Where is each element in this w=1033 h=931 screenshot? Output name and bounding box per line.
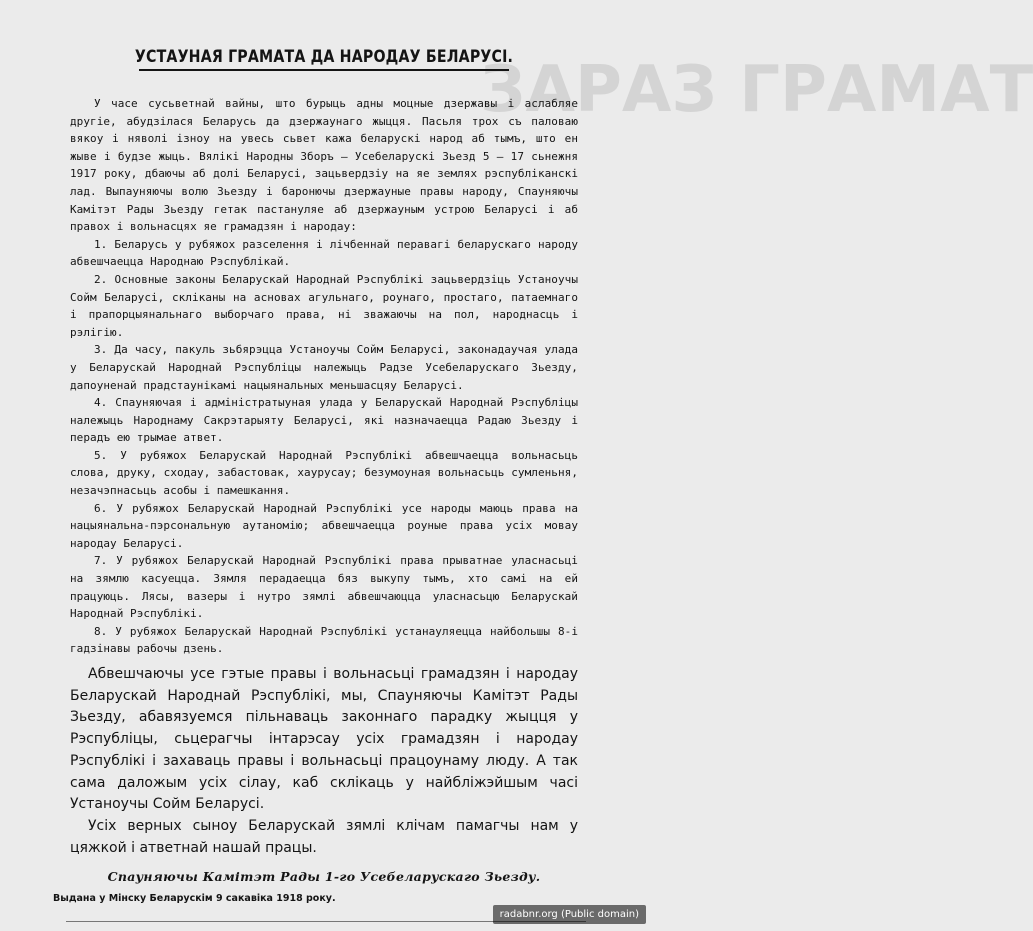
charter-body bbox=[70, 95, 578, 658]
bleed-through-title: ЗАРАЗ ГРАМАТ bbox=[480, 53, 1033, 127]
charter-point-5: 5. У рубяжох Беларускай Народнай Рэспублікі абвешчаецца вольнасьць слова, друку, сходау, забастовак, хаурусау; безумоуная вольнасьць сумленьня, незачэпнасьць асобы і памешкання. bbox=[70, 448, 578, 498]
preamble-paragraph: У часе сусьветнай вайны, што бурыць адны моцные дзержавы і аслабляе другіе, абудзілася Беларусь да дзержаунаго жыцця. Пасьля трох съ паловаю вякоу і няволі ізноу на увесь сьвет кажа беларускі народ аб тымъ, што ен жыве і будзе жыць. Вялікі Народны Зборъ — Усебеларускі Зьезд 5 — 17 сьнежня 1917 року, дбаючы аб долі Беларусі, зацьвердзіу на яе землях рэспубліканскі лад. Выпауняючы волю Зьезду і баронючы дзержауные правы народу, Спауняючы Камітэт Рады Зьезду гетак пастануляе аб дзержауным устрою Беларусі і аб правох і вольнасцях яе грамадзян і народау: bbox=[70, 97, 578, 234]
charter-point-8: 8. У рубяжох Беларускай Народнай Рэспублікі устанауляецца найбольшы 8-і гадзінавы рабочы дзень. bbox=[70, 624, 578, 656]
document-title: УСТАУНАЯ ГРАМАТА ДА НАРОДАУ БЕЛАРУСІ. bbox=[134, 47, 514, 66]
closing-paragraph-1: Абвешчаючы усе гэтые правы і вольнасьці грамадзян і народау Беларускай Народнай Рэспублікі, мы, Спауняючы Камітэт Рады Зьезду, абавязуемся пільнаваць законнаго парадку жыцця у Рэспубліцы, сьцерагчы інтарэсау усіх грамадзян і народау Рэспублікі і захаваць правы і вольнасьці працоунаму люду. А так сама даложым усіх сілау, каб склікаць у найбліжэйшым часі Устаноучы Сойм Беларусі. bbox=[70, 666, 578, 813]
image-credit: radabnr.org (Public domain) bbox=[493, 905, 646, 924]
charter-point-1: 1. Беларусь у рубяжох разселення і лічбеннай перавагі беларускаго народу абвешчаецца Народнаю Рэспублікай. bbox=[70, 237, 578, 269]
charter-point-2: 2. Основные законы Беларускай Народнай Рэспублікі зацьвердзіць Устаноучы Сойм Беларусі, скліканы на асновах агульнаго, роунаго, простаго, патаемнаго і прапорцыянальнаго выборчаго права, ні зважаючы на пол, народнасць і рэлігію. bbox=[70, 272, 578, 339]
charter-point-7: 7. У рубяжох Беларускай Народнай Рэспублікі права прыватнае уласнасьці на зямлю касуецца. Зямля перадаецца бяз выкупу тымъ, хто самі на ей працуюць. Лясы, вазеры і нутро зямлі абвешчаюцца уласнасьцю Беларускай Народнай Рэспублікі. bbox=[70, 554, 578, 621]
signature-line: Спауняючы Камітэт Рады 1-го Усебеларускаго Зьезду. bbox=[107, 869, 541, 885]
issue-note: Выдана у Мінску Беларускім 9 сакавіка 1918 року. bbox=[53, 893, 336, 905]
closing-section bbox=[70, 664, 578, 859]
charter-page bbox=[53, 30, 578, 905]
charter-point-3: 3. Да часу, пакуль зьбярэцца Устаноучы Сойм Беларусі, законадаучая улада у Беларускай Народнай Рэспубліцы належыць Радзе Усебеларускаго Зьезду, дапоуненай прадстаунікамі нацыянальных меньшасцяу Беларусі. bbox=[70, 343, 578, 392]
closing-paragraph-2: Усіх верных сыноу Беларускай зямлі клічам памагчы нам у цяжкой і атветнай нашай працы. bbox=[70, 817, 578, 856]
charter-point-4: 4. Спауняючая і адміністратыуная улада у Беларускай Народнай Рэспубліцы належыць Народнаму Сакрэтарыяту Беларусі, які назначаецца Радаю Зьезду і перадъ ею трымае атвет. bbox=[70, 396, 578, 445]
title-underline bbox=[139, 69, 509, 71]
charter-point-6: 6. У рубяжох Беларускай Народнай Рэспублікі усе народы маюць права на нацыянальна-пэрсональную аутаномію; абвешчаецца роуные права усіх мовау народау Беларусі. bbox=[70, 501, 578, 550]
